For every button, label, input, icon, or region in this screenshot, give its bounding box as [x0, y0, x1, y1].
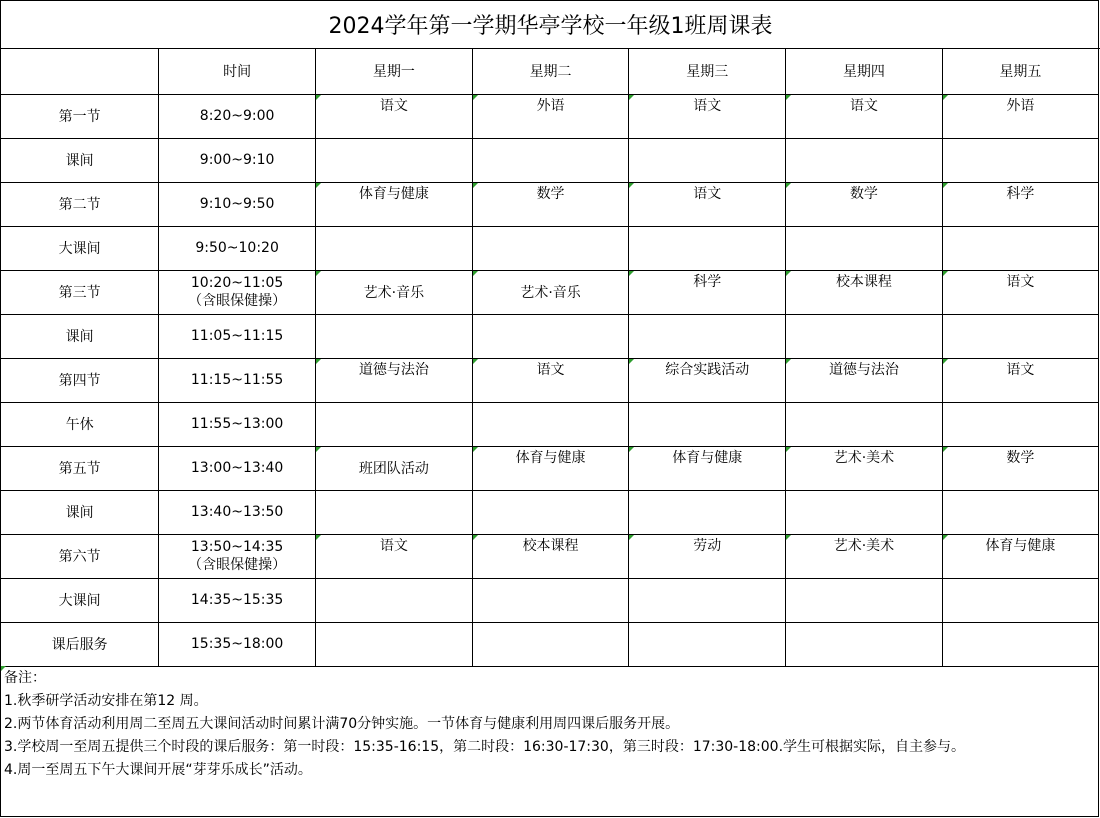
period-label-cell[interactable]: 第三节 [1, 270, 159, 314]
course-cell-monday[interactable] [316, 490, 473, 534]
course-cell-wednesday[interactable] [629, 490, 786, 534]
note-item-1: 1.秋季研学活动安排在第12 周。 [4, 693, 208, 709]
course-cell-monday[interactable] [316, 578, 473, 622]
header-cell-wednesday[interactable]: 星期三 [629, 49, 786, 94]
course-cell-friday[interactable] [942, 622, 1098, 666]
course-cell-thursday[interactable] [786, 578, 943, 622]
course-cell-friday[interactable]: 体育与健康 [942, 534, 1098, 578]
period-label-cell[interactable]: 大课间 [1, 226, 159, 270]
course-cell-tuesday[interactable] [472, 226, 629, 270]
course-cell-thursday[interactable] [786, 314, 943, 358]
note-item-3: 3.学校周一至周五提供三个时段的课后服务：第一时段：15:35-16:15，第二时段：16:30-17:30，第三时段：17:30-18:00.学生可根据实际，自主参与。 [4, 739, 966, 755]
course-cell-monday[interactable]: 体育与健康 [316, 182, 473, 226]
period-label-cell[interactable]: 大课间 [1, 578, 159, 622]
course-cell-monday[interactable]: 语文 [316, 534, 473, 578]
period-time-note: （含眼保健操） [188, 557, 287, 573]
header-cell-monday[interactable]: 星期一 [316, 49, 473, 94]
course-cell-friday[interactable]: 语文 [942, 358, 1098, 402]
course-cell-friday[interactable]: 数学 [942, 446, 1098, 490]
course-cell-thursday[interactable] [786, 490, 943, 534]
course-cell-monday[interactable] [316, 402, 473, 446]
course-cell-thursday[interactable]: 艺术·美术 [786, 534, 943, 578]
period-label-cell[interactable]: 午休 [1, 402, 159, 446]
period-time-cell[interactable]: 9:50~10:20 [159, 226, 316, 270]
table-row [1, 402, 1098, 446]
table-row [1, 446, 1098, 490]
period-time-range: 13:50~14:35 [190, 539, 284, 555]
period-time-cell[interactable]: 15:35~18:00 [159, 622, 316, 666]
period-time-cell[interactable]: 9:00~9:10 [159, 138, 316, 182]
course-cell-tuesday[interactable] [472, 138, 629, 182]
course-cell-monday[interactable]: 班团队活动 [316, 446, 473, 490]
course-cell-wednesday[interactable]: 劳动 [629, 534, 786, 578]
course-cell-thursday[interactable] [786, 138, 943, 182]
course-cell-wednesday[interactable]: 语文 [629, 182, 786, 226]
period-time-cell[interactable]: 14:35~15:35 [159, 578, 316, 622]
course-cell-tuesday[interactable]: 语文 [472, 358, 629, 402]
course-cell-friday[interactable] [942, 402, 1098, 446]
page-title: 2024学年第一学期华亭学校一年级1班周课表 [1, 1, 1100, 49]
period-time-cell[interactable] [159, 270, 316, 314]
table-row [1, 534, 1098, 578]
notes-heading: 备注： [4, 670, 46, 686]
course-cell-thursday[interactable] [786, 402, 943, 446]
period-time-range: 10:20~11:05 [190, 275, 284, 291]
table-row [1, 358, 1098, 402]
course-cell-wednesday[interactable] [629, 138, 786, 182]
period-time-note: （含眼保健操） [188, 293, 287, 309]
header-row [1, 49, 1098, 94]
period-label-cell[interactable]: 第二节 [1, 182, 159, 226]
period-label-cell[interactable]: 第一节 [1, 94, 159, 138]
period-time-cell[interactable]: 9:10~9:50 [159, 182, 316, 226]
course-cell-friday[interactable] [942, 314, 1098, 358]
course-cell-monday[interactable]: 艺术·音乐 [316, 270, 473, 314]
course-cell-friday[interactable]: 语文 [942, 270, 1098, 314]
course-cell-thursday[interactable] [786, 622, 943, 666]
period-time-text [159, 538, 315, 574]
note-item-4: 4.周一至周五下午大课间开展“芽芽乐成长”活动。 [4, 762, 312, 778]
period-time-cell[interactable]: 11:15~11:55 [159, 358, 316, 402]
course-cell-monday[interactable] [316, 622, 473, 666]
timetable-grid [1, 49, 1098, 667]
course-cell-wednesday[interactable]: 体育与健康 [629, 446, 786, 490]
course-cell-monday[interactable] [316, 226, 473, 270]
period-time-cell[interactable] [159, 534, 316, 578]
period-label-cell[interactable]: 第四节 [1, 358, 159, 402]
course-cell-thursday[interactable]: 语文 [786, 94, 943, 138]
header-cell-thursday[interactable]: 星期四 [786, 49, 943, 94]
period-label-cell[interactable]: 课间 [1, 314, 159, 358]
course-cell-tuesday[interactable] [472, 622, 629, 666]
course-cell-monday[interactable] [316, 314, 473, 358]
table-row [1, 94, 1098, 138]
period-label-cell[interactable]: 第六节 [1, 534, 159, 578]
course-cell-tuesday[interactable] [472, 578, 629, 622]
period-time-cell[interactable]: 11:55~13:00 [159, 402, 316, 446]
course-cell-tuesday[interactable] [472, 490, 629, 534]
course-cell-wednesday[interactable] [629, 402, 786, 446]
note-item-2: 2.两节体育活动利用周二至周五大课间活动时间累计满70分钟实施。一节体育与健康利用周四课后服务开展。 [4, 716, 680, 732]
table-row [1, 490, 1098, 534]
course-cell-wednesday[interactable]: 语文 [629, 94, 786, 138]
course-cell-tuesday[interactable]: 艺术·音乐 [472, 270, 629, 314]
table-row [1, 138, 1098, 182]
course-cell-thursday[interactable]: 数学 [786, 182, 943, 226]
course-cell-thursday[interactable]: 道德与法治 [786, 358, 943, 402]
course-cell-wednesday[interactable]: 科学 [629, 270, 786, 314]
period-label-cell[interactable]: 课间 [1, 138, 159, 182]
course-cell-friday[interactable] [942, 138, 1098, 182]
course-cell-wednesday[interactable]: 综合实践活动 [629, 358, 786, 402]
period-label-cell[interactable]: 课后服务 [1, 622, 159, 666]
course-cell-friday[interactable] [942, 226, 1098, 270]
course-cell-tuesday[interactable]: 校本课程 [472, 534, 629, 578]
period-time-cell[interactable]: 13:40~13:50 [159, 490, 316, 534]
header-cell-tuesday[interactable]: 星期二 [472, 49, 629, 94]
period-time-cell[interactable]: 8:20~9:00 [159, 94, 316, 138]
header-cell-time[interactable]: 时间 [159, 49, 316, 94]
table-row [1, 226, 1098, 270]
table-row [1, 314, 1098, 358]
course-cell-tuesday[interactable]: 数学 [472, 182, 629, 226]
header-cell-corner[interactable] [1, 49, 159, 94]
period-time-cell[interactable]: 11:05~11:15 [159, 314, 316, 358]
course-cell-thursday[interactable] [786, 226, 943, 270]
course-cell-wednesday[interactable] [629, 226, 786, 270]
table-row [1, 270, 1098, 314]
notes-section[interactable] [1, 666, 1100, 818]
period-label-cell[interactable]: 第五节 [1, 446, 159, 490]
course-cell-tuesday[interactable] [472, 402, 629, 446]
course-cell-tuesday[interactable]: 外语 [472, 94, 629, 138]
header-cell-friday[interactable]: 星期五 [942, 49, 1098, 94]
table-row [1, 182, 1098, 226]
course-cell-wednesday[interactable] [629, 578, 786, 622]
course-cell-wednesday[interactable] [629, 622, 786, 666]
course-cell-thursday[interactable]: 艺术·美术 [786, 446, 943, 490]
course-cell-friday[interactable] [942, 578, 1098, 622]
course-cell-monday[interactable]: 语文 [316, 94, 473, 138]
course-cell-monday[interactable]: 道德与法治 [316, 358, 473, 402]
course-cell-tuesday[interactable] [472, 314, 629, 358]
course-cell-tuesday[interactable]: 体育与健康 [472, 446, 629, 490]
table-row [1, 578, 1098, 622]
course-cell-wednesday[interactable] [629, 314, 786, 358]
period-time-cell[interactable]: 13:00~13:40 [159, 446, 316, 490]
period-label-cell[interactable]: 课间 [1, 490, 159, 534]
course-cell-friday[interactable] [942, 490, 1098, 534]
course-cell-monday[interactable] [316, 138, 473, 182]
course-cell-friday[interactable]: 科学 [942, 182, 1098, 226]
course-cell-friday[interactable]: 外语 [942, 94, 1098, 138]
period-time-text [159, 274, 315, 310]
table-row [1, 622, 1098, 666]
course-cell-thursday[interactable]: 校本课程 [786, 270, 943, 314]
